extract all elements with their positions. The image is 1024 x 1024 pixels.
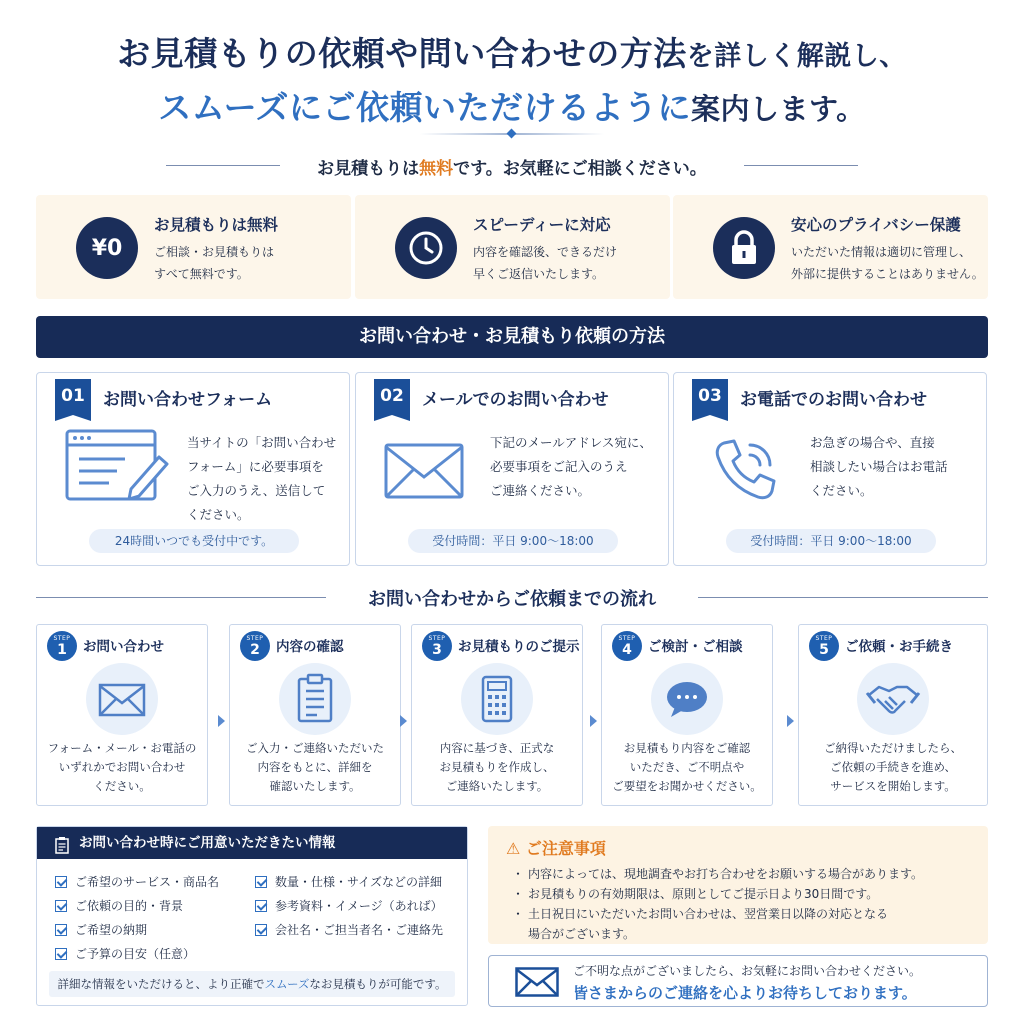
flow-title-row bbox=[0, 585, 1024, 611]
step-number-badge bbox=[612, 631, 642, 661]
prepare-info-title: お問い合わせ時にご用意いただきたい情報 bbox=[79, 835, 336, 851]
method-desc: 当サイトの「お問い合わせ フォーム」に必要事項を ご入力のうえ、送信して ください。 bbox=[187, 435, 337, 522]
step-1 bbox=[36, 624, 208, 806]
checkbox-checked-icon bbox=[55, 900, 67, 912]
checklist-item bbox=[55, 897, 183, 914]
method-card-email[interactable] bbox=[355, 372, 669, 566]
feature-speedy bbox=[355, 195, 670, 299]
caution-item: ・ 土日祝日にいただいたお問い合わせは、翌営業日以降の対応となる 場合がございます。 bbox=[514, 904, 923, 944]
subline-text bbox=[0, 154, 1024, 179]
caution-panel bbox=[488, 826, 988, 944]
step-number: 3 bbox=[432, 642, 442, 658]
flow-title: お問い合わせからご依頼までの流れ bbox=[368, 589, 656, 610]
step-4 bbox=[601, 624, 773, 806]
method-title: お問い合わせフォーム bbox=[103, 390, 273, 410]
footnote-b: なお見積もりが可能です。 bbox=[309, 977, 447, 991]
chat-bubble-icon bbox=[651, 663, 723, 735]
feature-title: お見積もりは無料 bbox=[154, 216, 279, 234]
feature-title: 安心のプライバシー保護 bbox=[791, 216, 961, 234]
feature-desc: ご相談・お見積もりは すべて無料です。 bbox=[154, 245, 275, 281]
step-title: 内容の確認 bbox=[276, 639, 344, 655]
lock-icon bbox=[713, 217, 775, 279]
flow-arrow-icon bbox=[218, 715, 225, 727]
contact-panel[interactable] bbox=[488, 955, 988, 1007]
methods-banner: お問い合わせ・お見積もり依頼の方法 bbox=[36, 316, 988, 358]
step-desc: フォーム・メール・お電話の いずれかでお問い合わせ ください。 bbox=[47, 741, 197, 793]
caution-list bbox=[514, 864, 923, 944]
checklist-label: 数量・仕様・サイズなどの詳細 bbox=[275, 875, 443, 889]
clock-icon bbox=[395, 217, 457, 279]
handshake-icon bbox=[857, 663, 929, 735]
step-title: お見積もりのご提示 bbox=[458, 639, 580, 655]
checklist-item bbox=[255, 921, 443, 938]
step-number: 4 bbox=[622, 642, 632, 658]
feature-desc: 内容を確認後、できるだけ 早くご返信いたします。 bbox=[473, 245, 618, 281]
prepare-info-header bbox=[37, 827, 467, 859]
clipboard-icon bbox=[55, 834, 69, 866]
checklist-label: 会社名・ご担当者名・ご連絡先 bbox=[275, 923, 444, 937]
checklist-label: ご依頼の目的・背景 bbox=[75, 899, 184, 913]
headline-tail: を詳しく解説し、 bbox=[686, 41, 907, 72]
step-5 bbox=[798, 624, 988, 806]
prepare-info-panel bbox=[36, 826, 468, 1006]
contact-line-1: ご不明な点がございましたら、お気軽にお問い合わせください。 bbox=[573, 964, 922, 978]
method-desc: 下記のメールアドレス宛に、 必要事項をご記入のうえ ご連絡ください。 bbox=[490, 435, 652, 498]
checklist-item bbox=[255, 897, 443, 914]
method-number: 02 bbox=[374, 379, 410, 415]
caution-item: ・ 内容によっては、現地調査やお打ち合わせをお願いする場合があります。 bbox=[514, 864, 923, 884]
footnote-highlight: スムーズ bbox=[264, 977, 310, 991]
envelope-icon bbox=[515, 967, 559, 1001]
step-desc: お見積もり内容をご確認 いただき、ご不明点や ご要望をお聞かせください。 bbox=[612, 741, 762, 793]
envelope-icon bbox=[86, 663, 158, 735]
step-number: 5 bbox=[819, 642, 829, 658]
headline-tail-2: 案内します。 bbox=[691, 92, 866, 126]
subline-a: お見積もりは bbox=[317, 159, 420, 179]
method-number: 03 bbox=[692, 379, 728, 415]
envelope-icon bbox=[384, 443, 464, 503]
checkbox-checked-icon bbox=[255, 924, 267, 936]
checklist-item bbox=[55, 945, 195, 962]
checklist-item bbox=[255, 873, 442, 890]
step-label: STEP bbox=[53, 635, 71, 642]
step-number: 2 bbox=[250, 642, 260, 658]
checklist-item bbox=[55, 873, 219, 890]
headline-main: お見積もりの依頼や問い合わせの方法 bbox=[117, 34, 687, 73]
feature-privacy bbox=[673, 195, 988, 299]
flow-arrow-icon bbox=[400, 715, 407, 727]
method-desc: お急ぎの場合や、直接 相談したい場合はお電話 ください。 bbox=[810, 435, 948, 498]
method-title: メールでのお問い合わせ bbox=[422, 390, 609, 410]
feature-desc: いただいた情報は適切に管理し、 外部に提供することはありません。 bbox=[791, 245, 984, 281]
header-divider bbox=[420, 133, 604, 135]
yen-zero-text: ¥0 bbox=[91, 235, 123, 261]
calculator-icon bbox=[461, 663, 533, 735]
step-title: お問い合わせ bbox=[83, 639, 164, 655]
flow-arrow-icon bbox=[787, 715, 794, 727]
clipboard-icon bbox=[279, 663, 351, 735]
contact-line-2: 皆さまからのご連絡を心よりお待ちしております。 bbox=[573, 984, 917, 1002]
step-3 bbox=[411, 624, 583, 806]
method-card-phone[interactable] bbox=[673, 372, 987, 566]
method-hours-pill: 受付時間：平日 9:00〜18:00 bbox=[726, 529, 936, 553]
step-desc: ご入力・ご連絡いただいた 内容をもとに、詳細を 確認いたします。 bbox=[246, 741, 384, 793]
step-number: 1 bbox=[57, 642, 67, 658]
step-label: STEP bbox=[428, 635, 446, 642]
yen-zero-icon bbox=[76, 217, 138, 279]
checklist-label: ご希望の納期 bbox=[75, 923, 148, 937]
checkbox-checked-icon bbox=[55, 876, 67, 888]
method-card-form[interactable] bbox=[36, 372, 350, 566]
subline-row bbox=[0, 152, 1024, 180]
subline-b: です。お気軽にご相談ください。 bbox=[453, 159, 707, 179]
method-hours-pill: 受付時間：平日 9:00〜18:00 bbox=[408, 529, 618, 553]
checkbox-checked-icon bbox=[255, 900, 267, 912]
checkbox-checked-icon bbox=[255, 876, 267, 888]
method-number: 01 bbox=[55, 379, 91, 415]
feature-title: スピーディーに対応 bbox=[473, 216, 611, 234]
method-title: お電話でのお問い合わせ bbox=[740, 390, 927, 410]
footnote-a: 詳細な情報をいただけると、より正確で bbox=[57, 977, 265, 991]
step-title: ご検討・ご相談 bbox=[648, 639, 743, 655]
form-edit-icon bbox=[65, 427, 169, 511]
checklist-label: 参考資料・イメージ（あれば） bbox=[275, 899, 443, 913]
prepare-info-footnote bbox=[49, 971, 455, 997]
step-title: ご依頼・お手続き bbox=[845, 639, 953, 655]
step-label: STEP bbox=[618, 635, 636, 642]
step-desc: 内容に基づき、正式な お見積もりを作成し、 ご連絡いたします。 bbox=[439, 741, 555, 793]
headline-line-2 bbox=[0, 82, 1024, 129]
headline-line-1 bbox=[0, 28, 1024, 75]
step-number-badge bbox=[422, 631, 452, 661]
caution-title: ⚠ ご注意事項 bbox=[506, 839, 606, 858]
step-2 bbox=[229, 624, 401, 806]
flow-arrow-icon bbox=[590, 715, 597, 727]
step-label: STEP bbox=[815, 635, 833, 642]
phone-icon bbox=[710, 435, 780, 509]
step-number-badge bbox=[240, 631, 270, 661]
subline-free: 無料 bbox=[419, 159, 454, 179]
caution-item: ・ お見積もりの有効期限は、原則としてご提示日より30日間です。 bbox=[514, 884, 923, 904]
step-number-badge bbox=[47, 631, 77, 661]
method-hours-pill: 24時間いつでも受付中です。 bbox=[89, 529, 299, 553]
checkbox-checked-icon bbox=[55, 948, 67, 960]
step-desc: ご納得いただけましたら、 ご依頼の手続きを進め、 サービスを開始します。 bbox=[824, 741, 962, 793]
checklist-label: ご予算の目安（任意） bbox=[75, 947, 196, 961]
checklist-item bbox=[55, 921, 147, 938]
step-number-badge bbox=[809, 631, 839, 661]
headline-highlight: スムーズにご依頼いただけるように bbox=[158, 88, 691, 127]
checkbox-checked-icon bbox=[55, 924, 67, 936]
feature-free bbox=[36, 195, 351, 299]
step-label: STEP bbox=[246, 635, 264, 642]
checklist-label: ご希望のサービス・商品名 bbox=[75, 875, 220, 889]
